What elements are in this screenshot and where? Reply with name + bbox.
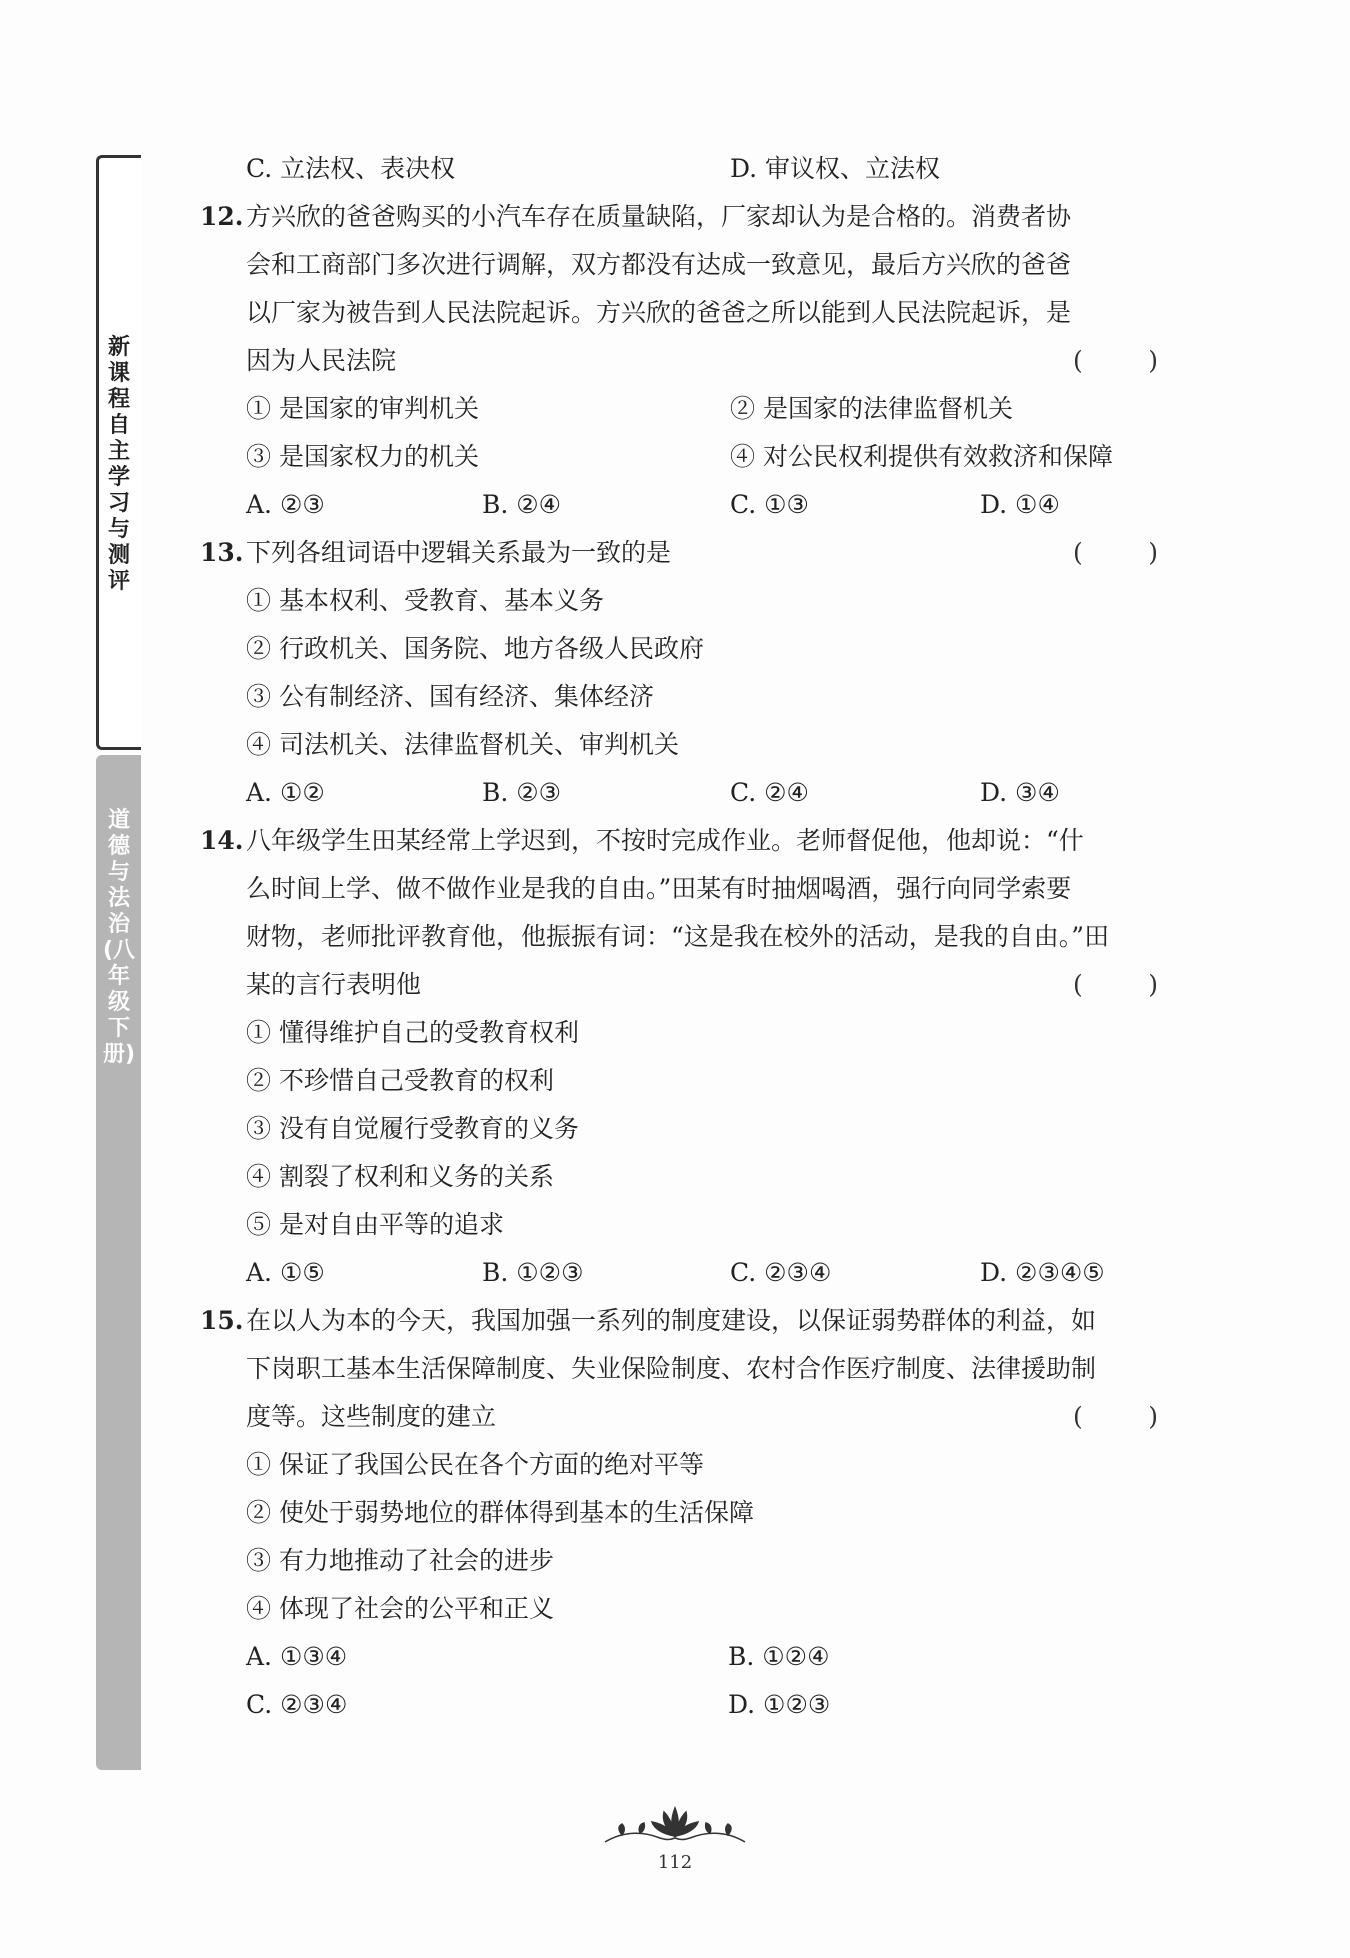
q12-statement: ③ 是国家权力的机关	[246, 442, 479, 471]
q11-option-c: C. 立法权、表决权	[246, 154, 456, 183]
q14-stem-line: 八年级学生田某经常上学迟到，不按时完成作业。老师督促他，他却说：“什	[246, 826, 1084, 855]
q15-stem-line: 下岗职工基本生活保障制度、失业保险制度、农村合作医疗制度、法律援助制	[246, 1354, 1097, 1383]
q15-statement: ① 保证了我国公民在各个方面的绝对平等	[246, 1450, 704, 1479]
q12-choice-c[interactable]: C. ①③	[730, 490, 809, 519]
q15-statement: ③ 有力地推动了社会的进步	[246, 1546, 554, 1575]
q14-statement: ② 不珍惜自己受教育的权利	[246, 1066, 554, 1095]
q14-statement: ③ 没有自觉履行受教育的义务	[246, 1114, 579, 1143]
q15-choice-d[interactable]: D. ①②③	[728, 1690, 831, 1719]
q12-number: 12.	[200, 202, 244, 231]
q14-choice-a[interactable]: A. ①⑤	[246, 1258, 325, 1287]
q13-answer-bracket[interactable]	[1073, 536, 1158, 570]
q14-answer-bracket[interactable]	[1073, 968, 1158, 1002]
q14-number: 14.	[200, 826, 244, 855]
q13-statement: ② 行政机关、国务院、地方各级人民政府	[246, 634, 704, 663]
q12-stem-line: 以厂家为被告到人民法院起诉。方兴欣的爸爸之所以能到人民法院起诉，是	[246, 298, 1072, 327]
q12-stem-line: 方兴欣的爸爸购买的小汽车存在质量缺陷，厂家却认为是合格的。消费者协	[246, 202, 1072, 231]
q13-choice-c[interactable]: C. ②④	[730, 778, 809, 807]
q14-statement: ① 懂得维护自己的受教育权利	[246, 1018, 579, 1047]
q15-number: 15.	[200, 1306, 244, 1335]
q15-statement: ④ 体现了社会的公平和正义	[246, 1594, 554, 1623]
spine-series-title: 新课程自主学习与测评	[107, 335, 130, 594]
bracket-close: )	[1148, 1402, 1158, 1431]
q12-stem-line: 会和工商部门多次进行调解，双方都没有达成一致意见，最后方兴欣的爸爸	[246, 250, 1072, 279]
bracket-open: (	[1073, 1402, 1083, 1431]
q13-statement: ③ 公有制经济、国有经济、集体经济	[246, 682, 654, 711]
q13-stem: 下列各组词语中逻辑关系最为一致的是	[246, 538, 672, 567]
footer-floral-ornament-icon	[600, 1800, 750, 1850]
q12-choice-b[interactable]: B. ②④	[482, 490, 562, 519]
bracket-open: (	[1073, 346, 1083, 375]
q15-choice-b[interactable]: B. ①②④	[728, 1642, 830, 1671]
q15-statement: ② 使处于弱势地位的群体得到基本的生活保障	[246, 1498, 754, 1527]
q14-statement: ⑤ 是对自由平等的追求	[246, 1210, 504, 1239]
q13-choice-d[interactable]: D. ③④	[980, 778, 1060, 807]
q13-statement: ① 基本权利、受教育、基本义务	[246, 586, 604, 615]
q14-statement: ④ 割裂了权利和义务的关系	[246, 1162, 554, 1191]
q12-stem-line: 因为人民法院	[246, 346, 397, 375]
q12-statement: ④ 对公民权利提供有效救济和保障	[730, 442, 1113, 471]
q15-choice-c[interactable]: C. ②③④	[246, 1690, 348, 1719]
q15-stem-line: 在以人为本的今天，我国加强一系列的制度建设，以保证弱势群体的利益，如	[246, 1306, 1097, 1335]
bracket-open: (	[1073, 970, 1083, 999]
q14-choice-d[interactable]: D. ②③④⑤	[980, 1258, 1105, 1287]
q12-choice-d[interactable]: D. ①④	[980, 490, 1060, 519]
q13-statement: ④ 司法机关、法律监督机关、审判机关	[246, 730, 679, 759]
q12-choice-a[interactable]: A. ②③	[246, 490, 325, 519]
q13-number: 13.	[200, 538, 244, 567]
q15-stem-line: 度等。这些制度的建立	[246, 1402, 497, 1431]
q13-choice-b[interactable]: B. ②③	[482, 778, 562, 807]
spine-subject-title: 道德与法治(八年级下册)	[102, 808, 136, 1067]
q12-statement: ② 是国家的法律监督机关	[730, 394, 1013, 423]
bracket-open: (	[1073, 538, 1083, 567]
bracket-close: )	[1148, 970, 1158, 999]
q13-choice-a[interactable]: A. ①②	[246, 778, 325, 807]
q14-choice-c[interactable]: C. ②③④	[730, 1258, 832, 1287]
page-number: 112	[657, 1852, 693, 1873]
q12-statement: ① 是国家的审判机关	[246, 394, 479, 423]
q15-answer-bracket[interactable]	[1073, 1400, 1158, 1434]
q14-stem-line: 某的言行表明他	[246, 970, 422, 999]
bracket-close: )	[1148, 538, 1158, 567]
q14-choice-b[interactable]: B. ①②③	[482, 1258, 584, 1287]
q14-stem-line: 财物，老师批评教育他，他振振有词：“这是我在校外的活动，是我的自由。”田	[246, 922, 1110, 951]
q15-choice-a[interactable]: A. ①③④	[246, 1642, 348, 1671]
bracket-close: )	[1148, 346, 1158, 375]
q12-answer-bracket[interactable]	[1073, 344, 1158, 378]
q11-option-d: D. 审议权、立法权	[730, 154, 941, 183]
q14-stem-line: 么时间上学、做不做作业是我的自由。”田某有时抽烟喝酒，强行向同学索要	[246, 874, 1072, 903]
